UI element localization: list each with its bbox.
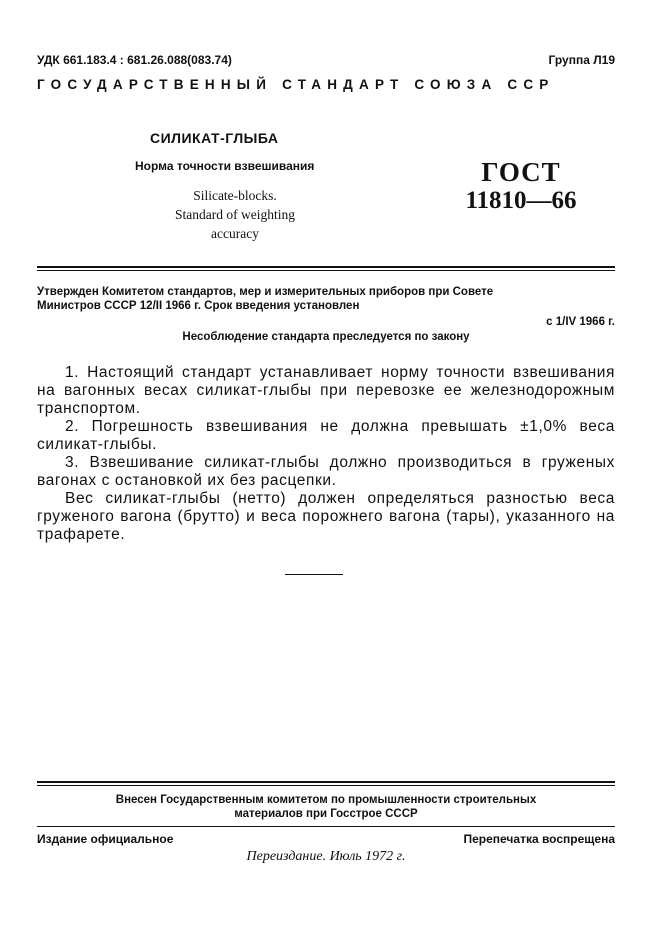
section-end-rule <box>285 574 343 575</box>
paragraph: 3. Взвешивание силикат-глыбы должно производиться в груженых вагонах с остановкой их без расцепки. <box>37 454 615 489</box>
gost-number: 11810—66 <box>465 187 577 214</box>
introduced-line: Внесен Государственным комитетом по промышленности строительных <box>115 794 537 806</box>
approval-line: Утвержден Комитетом стандартов, мер и измерительных приборов при Совете <box>37 286 494 298</box>
english-title-line: Silicate-blocks. <box>193 188 277 203</box>
introduced-by <box>37 793 615 821</box>
header-divider-thick <box>37 266 615 268</box>
effective-date: с 1/IV 1966 г. <box>546 316 615 328</box>
english-title-line: Standard of weighting <box>175 207 295 222</box>
document-title: СИЛИКАТ-ГЛЫБА <box>150 130 279 146</box>
footer-divider-thick <box>37 781 615 783</box>
footer-divider <box>37 826 615 827</box>
english-title-line: accuracy <box>211 226 259 241</box>
gost-label: ГОСТ <box>481 157 561 187</box>
document-subtitle: Норма точности взвешивания <box>135 159 315 173</box>
header-divider-thin <box>37 270 615 271</box>
reprint-notice: Перепечатка воспрещена <box>463 832 615 846</box>
footer-divider-thin <box>37 785 615 786</box>
paragraph: 1. Настоящий стандарт устанавливает норму точности взвешивания на вагонных весах силикат-глыбы при перевозке ее железнодорожным транспортом. <box>37 364 615 417</box>
gost-designation <box>446 158 596 215</box>
standard-body <box>37 364 615 544</box>
approval-line: Министров СССР 12/II 1966 г. Срок введения установлен <box>37 300 360 312</box>
english-title <box>150 186 320 243</box>
paragraph: Вес силикат-глыбы (нетто) должен определяться разностью веса груженого вагона (брутто) и веса порожнего вагона (тары), указанного на трафарете. <box>37 490 615 543</box>
state-standard-heading: ГОСУДАРСТВЕННЫЙ СТАНДАРТ СОЮЗА ССР <box>37 77 555 92</box>
official-edition: Издание официальное <box>37 832 174 846</box>
udk-code: УДК 661.183.4 : 681.26.088(083.74) <box>37 53 232 67</box>
group-code: Группа Л19 <box>548 53 615 67</box>
paragraph: 2. Погрешность взвешивания не должна превышать ±1,0% веса силикат-глыбы. <box>37 418 615 453</box>
law-notice: Несоблюдение стандарта преследуется по закону <box>182 331 470 343</box>
approval-block <box>37 285 615 329</box>
reedition-note: Переиздание. Июль 1972 г. <box>246 849 406 864</box>
introduced-line: материалов при Госстрое СССР <box>234 808 418 820</box>
